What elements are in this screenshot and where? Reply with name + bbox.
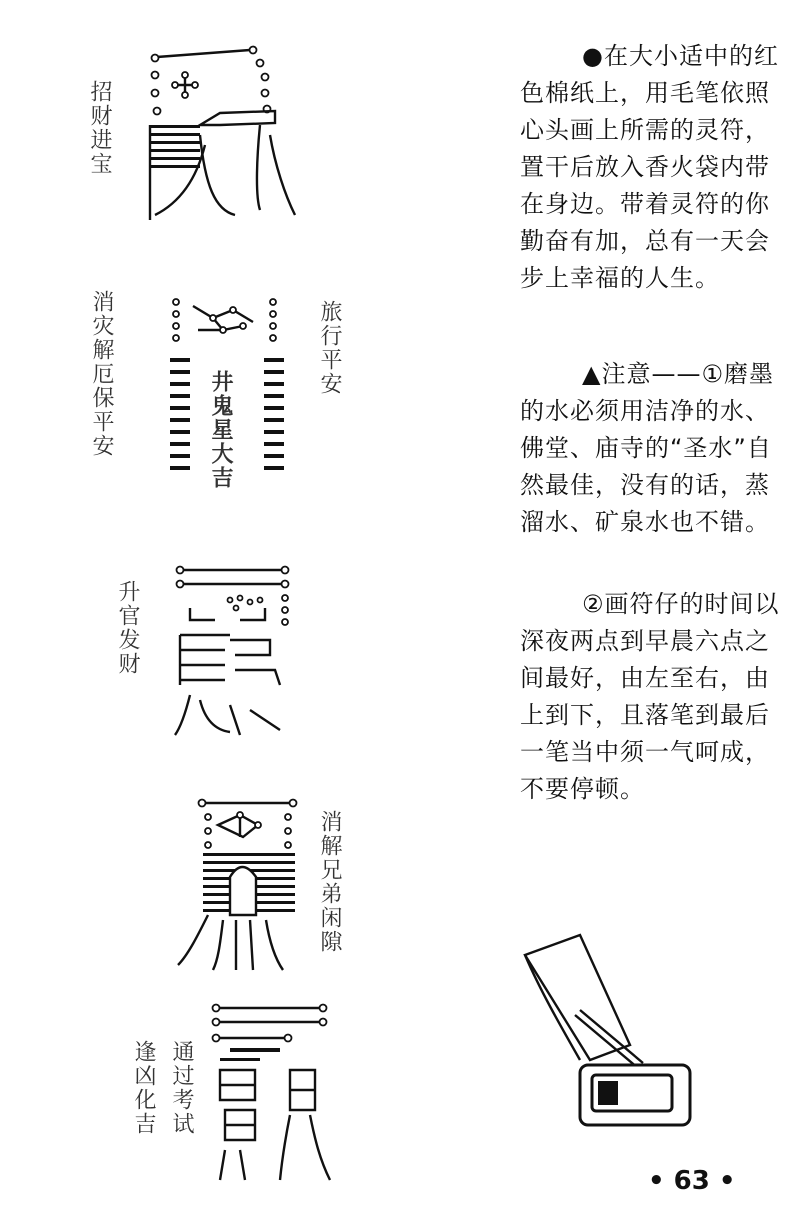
talisman-caption: 升官发财 [115, 580, 140, 676]
talisman-caption: 招财进宝 [87, 80, 112, 176]
talisman-caption: 通过考试 [169, 1040, 194, 1136]
page-number: • 63 • [648, 1166, 736, 1196]
talisman-caption: 逢凶化吉 [131, 1040, 156, 1136]
talisman-harmony-icon [178, 795, 308, 979]
talisman-caption: 消解兄弟闲隙 [317, 810, 342, 954]
brush-and-inkstone-icon [520, 930, 710, 1134]
intro-paragraph: ●在大小适中的红色棉纸上，用毛笔依照心头画上所需的灵符，置干后放入香火袋内带在身边。带着灵符的你勤奋有加，总有一天会步上幸福的人生。 [520, 42, 779, 292]
talisman-promotion-icon [170, 560, 300, 744]
talisman-caption: 井鬼星大吉 [208, 370, 234, 490]
talisman-peace-icon [168, 296, 288, 480]
note-paragraph-1: ▲注意——①磨墨的水必须用洁净的水、佛堂、庙寺的“圣水”自然最佳，没有的话，蒸溜水、矿泉水也不错。 [520, 360, 774, 536]
talisman-caption: 旅行平安 [317, 300, 342, 396]
talisman-caption: 消灾解厄保平安 [89, 290, 114, 458]
talisman-wealth-icon [145, 45, 295, 224]
note-paragraph-2: ②画符仔的时间以深夜两点到早晨六点之间最好，由左至右，由上到下，且落笔到最后一笔当中须一气呵成，不要停顿。 [520, 590, 780, 803]
talisman-exam-icon [210, 1000, 340, 1184]
